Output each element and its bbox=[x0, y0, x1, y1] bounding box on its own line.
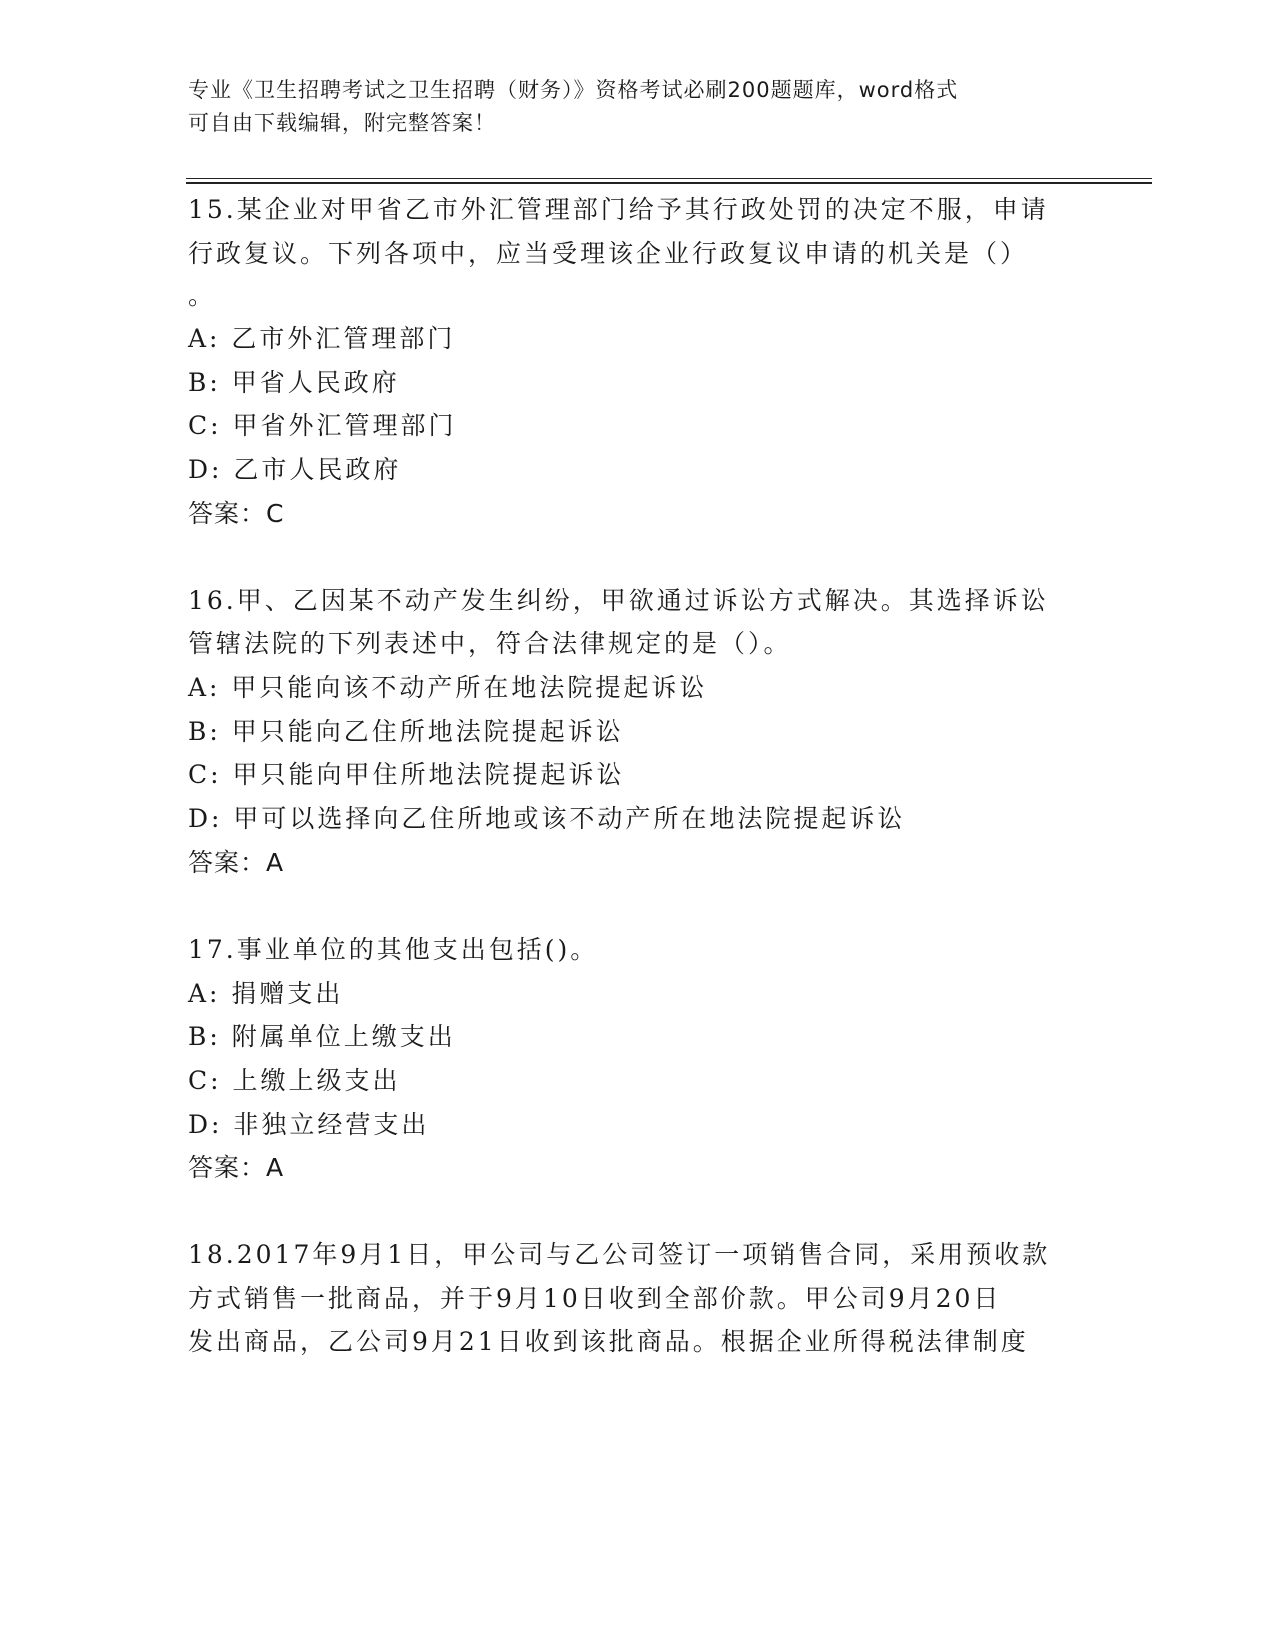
question-16-stem-line-2: 管辖法院的下列表述中，符合法律规定的是（）。 bbox=[188, 629, 792, 658]
question-16-answer: 答案：A bbox=[188, 848, 285, 877]
question-15-option-d: D: 乙市人民政府 bbox=[188, 455, 402, 484]
question-17-option-c: C: 上缴上级支出 bbox=[188, 1066, 401, 1095]
question-17-option-a: A: 捐赠支出 bbox=[188, 979, 344, 1008]
question-18-stem-line-1: 18.2017年9月1日，甲公司与乙公司签订一项销售合同，采用预收款 bbox=[188, 1240, 1051, 1269]
question-17-answer: 答案：A bbox=[188, 1153, 285, 1182]
question-16-option-b: B: 甲只能向乙住所地法院提起诉讼 bbox=[188, 717, 624, 746]
question-17-option-d: D: 非独立经营支出 bbox=[188, 1110, 430, 1139]
question-16-stem-line-1: 16.甲、乙因某不动产发生纠纷，甲欲通过诉讼方式解决。其选择诉讼 bbox=[188, 586, 1049, 615]
question-15-option-b: B: 甲省人民政府 bbox=[188, 368, 400, 397]
question-16-option-d: D: 甲可以选择向乙住所地或该不动产所在地法院提起诉讼 bbox=[188, 804, 906, 833]
question-15-stem-line-1: 15.某企业对甲省乙市外汇管理部门给予其行政处罚的决定不服，申请 bbox=[188, 195, 1049, 224]
document-header bbox=[188, 74, 1068, 140]
question-18-stem-line-2: 方式销售一批商品，并于9月10日收到全部价款。甲公司9月20日 bbox=[188, 1284, 1002, 1313]
question-15-stem-line-2: 行政复议。下列各项中，应当受理该企业行政复议申请的机关是（） bbox=[188, 239, 1029, 268]
question-17-option-b: B: 附属单位上缴支出 bbox=[188, 1022, 456, 1051]
header-title-line-2: 可自由下载编辑，附完整答案！ bbox=[188, 111, 496, 135]
question-15-option-c: C: 甲省外汇管理部门 bbox=[188, 411, 457, 440]
question-15-option-a: A: 乙市外汇管理部门 bbox=[188, 324, 456, 353]
question-15-stem-line-3: 。 bbox=[188, 281, 217, 310]
question-16-option-c: C: 甲只能向甲住所地法院提起诉讼 bbox=[188, 760, 625, 789]
header-title-line-1: 专业《卫生招聘考试之卫生招聘（财务）》资格考试必刷200题题库，word格式 bbox=[188, 78, 959, 102]
question-17-stem-line-1: 17.事业单位的其他支出包括()。 bbox=[188, 935, 599, 964]
question-18-stem-line-3: 发出商品，乙公司9月21日收到该批商品。根据企业所得税法律制度 bbox=[188, 1327, 1029, 1356]
header-divider-thin bbox=[186, 178, 1152, 179]
question-16-option-a: A: 甲只能向该不动产所在地法院提起诉讼 bbox=[188, 673, 708, 702]
header-divider-thick bbox=[186, 182, 1152, 184]
question-15-answer: 答案：C bbox=[188, 499, 285, 528]
